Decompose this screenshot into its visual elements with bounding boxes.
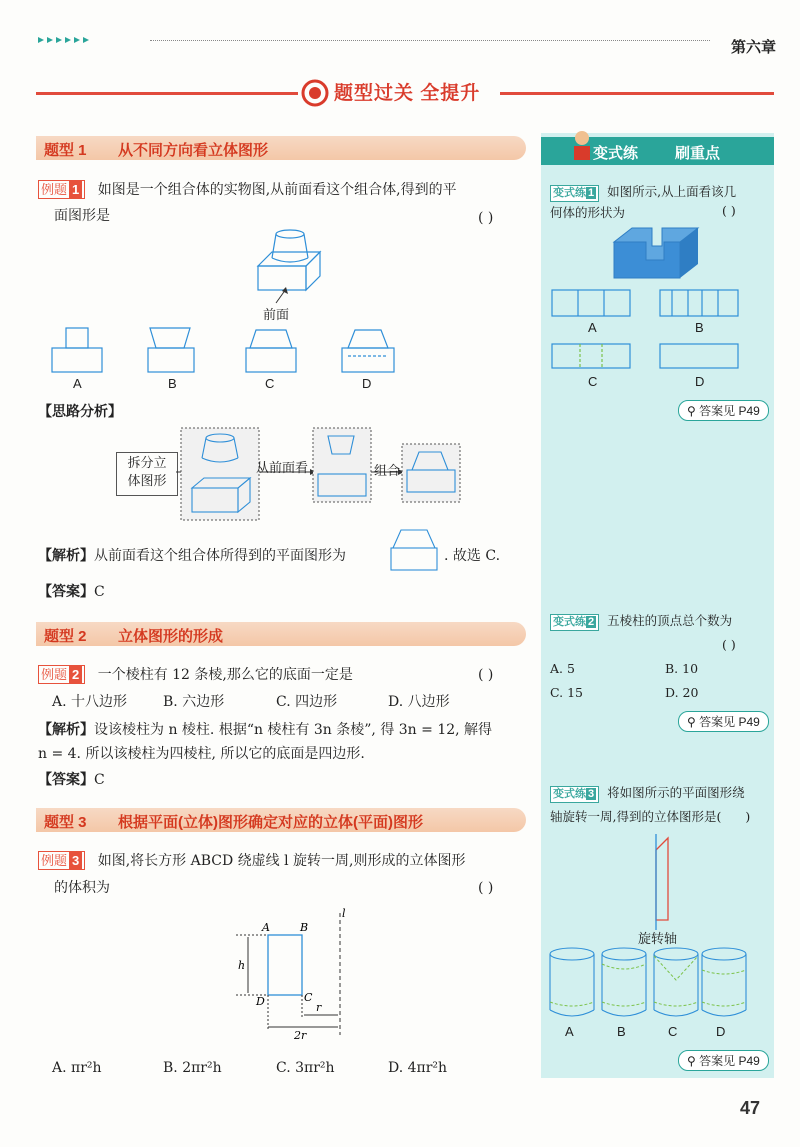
front-label: 前面 [263,307,290,322]
example-1-answer: 【答案】C [38,584,105,600]
var-1-answer-ref[interactable]: ⚲ 答案见 P49 [678,400,769,421]
var-2-bracket: ( ) [722,637,736,652]
var-1-text2: 何体的形状为 [550,205,626,220]
flow-step1: 拆分立 体图形 [116,452,178,496]
var1-option-d: D [695,374,705,389]
section-3-title: 根据平面(立体)图形确定对应的立体(平面)图形 [118,814,423,831]
section-2-title: 立体图形的形成 [118,628,224,645]
example-2-bracket: ( ) [478,667,494,683]
example-1-solution: 【解析】从前面看这个组合体所得到的平面图形为 [38,548,346,564]
section-1-label: 题型 1 [44,142,87,159]
fig-label-a: A [262,921,270,934]
fig-label-2r: 2r [294,1029,307,1042]
front-arrow-icon [272,285,292,305]
header-dotted-line [150,40,710,41]
var-2-badge: 变式练 2 [550,614,599,631]
var-3-badge: 变式练 3 [550,786,599,803]
var2-option-b: B. 10 [665,661,699,676]
ex2-option-d: D. 八边形 [388,694,450,710]
ex2-option-a: A. 十八边形 [52,694,128,710]
ex3-option-a: A. πr²h [52,1060,102,1076]
example-3-badge: 例题 3 [38,851,85,870]
banner-logo-icon [300,78,330,108]
var3-option-d: D [716,1024,726,1039]
page-number: 47 [739,1098,760,1118]
var-1-badge: 变式练 1 [550,185,599,202]
solution-figure [389,528,441,572]
var3-option-c: C [668,1024,678,1039]
ex3-option-b: B. 2πr²h [163,1060,222,1076]
banner-title: 题型过关 全提升 [334,83,481,104]
header-arrow-decor [38,37,148,43]
example-1-text2: 面图形是 [54,208,110,224]
var3-option-a: A [565,1024,574,1039]
var1-option-b: B [695,320,704,335]
example-2-solution2: n = 4. 所以该棱柱为四棱柱, 所以它的底面是四边形. [38,746,365,762]
section-2-bar [36,622,526,646]
var2-option-a: A. 5 [550,661,575,676]
variation-1: 变式练 1 如图所示,从上面看该几 [550,181,736,203]
example-1-solution-tail: . 故选 C. [444,548,501,564]
example-3-bracket: ( ) [478,880,494,896]
example-1-text1: 如图是一个组合体的实物图,从前面看这个组合体,得到的平 [97,182,457,198]
var-3-option-figures [548,946,748,1022]
section-3-bar [36,808,526,832]
var1-option-a: A [588,320,597,335]
ex2-option-c: C. 四边形 [276,694,338,710]
var-1-option-figures [550,288,740,370]
fig-label-b: B [300,921,309,934]
example-2-solution1: 【解析】设该棱柱为 n 棱柱. 根据“n 棱柱有 3n 条棱”, 得 3n = 12, 解得 [38,722,493,738]
var-2-answer-ref[interactable]: ⚲ 答案见 P49 [678,711,769,732]
var-3-text2: 轴旋转一周,得到的立体图形是( ) [550,809,751,824]
section-3-label: 题型 3 [44,814,87,831]
flow-arrow1-label: 从前面看 [256,460,309,475]
variation-3: 变式练 3 将如图所示的平面图形绕 [550,783,745,803]
ex3-option-c: C. 3πr²h [276,1060,335,1076]
rectangle-rotation-figure [228,905,358,1045]
ex1-option-c: C [265,376,275,391]
ex3-option-d: D. 4πr²h [388,1060,448,1076]
example-1 [38,178,528,202]
student-icon [566,128,598,162]
ex1-option-d: D [362,376,372,391]
example-1-bracket: ( ) [478,210,494,226]
example-3: 例题 3 如图,将长方形 ABCD 绕虚线 l 旋转一周,则形成的立体图形 [38,849,528,873]
example-1-badge: 例题 1 [38,180,85,199]
banner-line-right [500,92,774,95]
var1-option-c: C [588,374,598,389]
example-3-text2: 的体积为 [54,880,110,896]
var-3-answer-ref[interactable]: ⚲ 答案见 P49 [678,1050,769,1071]
ex1-option-a: A [73,376,82,391]
var2-option-c: C. 15 [550,685,583,700]
var-1-bracket: ( ) [722,203,736,218]
example-2: 例题 2 一个棱柱有 12 条棱,那么它的底面一定是 [38,663,528,687]
section-1-bar [36,136,526,160]
var-1-solid [612,226,702,280]
chapter-title: 第六章 [730,39,776,56]
sidebar-title-1: 变式练 [593,145,639,162]
example-2-answer: 【答案】C [38,772,105,788]
fig-label-c: C [304,991,313,1004]
fig-label-l: l [342,907,346,920]
example-1-option-figures [50,326,450,376]
flow-diagram [176,426,476,526]
banner-line-left [36,92,298,95]
var2-option-d: D. 20 [665,685,699,700]
rotation-axis-label: 旋转轴 [638,931,678,946]
example-2-badge: 例题 2 [38,665,85,684]
analysis-title: 【思路分析】 [38,404,122,420]
section-2-label: 题型 2 [44,628,87,645]
var-3-plane-figure [640,832,680,932]
ex2-option-b: B. 六边形 [163,694,225,710]
fig-label-h: h [238,959,246,972]
flow-arrow2-label: 组合 [374,463,401,478]
fig-label-r: r [316,1001,322,1014]
sidebar-title-2: 刷重点 [675,145,721,162]
ex1-option-b: B [168,376,177,391]
variation-2: 变式练 2 五棱柱的顶点总个数为 [550,611,732,631]
fig-label-d: D [256,995,265,1008]
var3-option-b: B [617,1024,626,1039]
section-1-title: 从不同方向看立体图形 [118,142,269,159]
